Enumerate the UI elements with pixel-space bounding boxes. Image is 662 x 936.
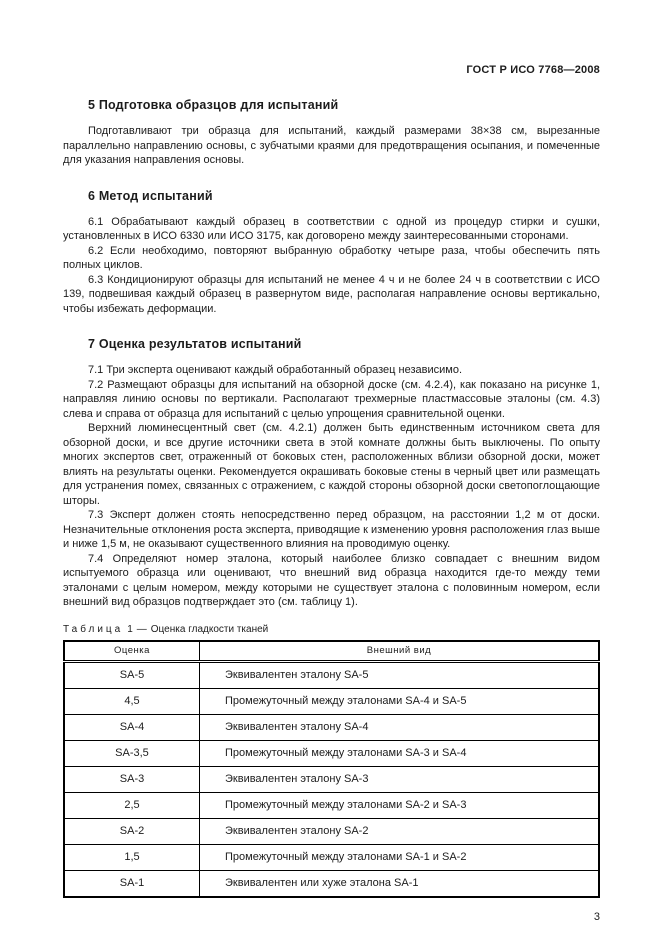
appearance-cell: Эквивалентен эталону SA-3 <box>200 766 600 792</box>
smoothness-rating-table <box>63 640 600 898</box>
column-header-rating: Оценка <box>64 641 200 662</box>
appearance-cell: Эквивалентен эталону SA-4 <box>200 714 600 740</box>
section-5-body <box>63 124 600 168</box>
section-5-heading: 5 Подготовка образцов для испытаний <box>88 98 339 112</box>
paragraph: 7.2 Размещают образцы для испытаний на обзорной доске (см. 4.2.4), как показано на рисунке 1, направляя линию основы по вертикали. Располагают трехмерные пластмассовые эталоны (см. 4.3) слева и справа от образца для испытаний с целью упрощения сравнительной оценки. <box>63 378 600 420</box>
section-6 <box>63 189 600 317</box>
paragraph: 6.2 Если необходимо, повторяют выбранную обработку четыре раза, чтобы обеспечить пять полных циклов. <box>63 244 600 271</box>
appearance-cell: Промежуточный между эталонами SA-4 и SA-5 <box>200 688 600 714</box>
section-6-body <box>63 215 600 317</box>
table-caption-word: Таблица <box>63 623 124 635</box>
section-7-body <box>63 363 600 610</box>
rating-cell: SA-2 <box>64 818 200 844</box>
section-7-heading: 7 Оценка результатов испытаний <box>88 337 302 351</box>
rating-cell: 2,5 <box>64 792 200 818</box>
appearance-cell: Промежуточный между эталонами SA-2 и SA-3 <box>200 792 600 818</box>
paragraph: Верхний люминесцентный свет (см. 4.2.1) должен быть единственным источником света для обзорной доски, и все другие источники света в этой комнате должны быть выключены. По опыту многих экспертов свет, отраженный от боковых стен, расположенных вблизи обзорной доски, может влиять на результаты оценки. Рекомендуется окрашивать боковые стены в черный цвет или размещать для устранения помех, связанных с отражением, с каждой стороны обзорной доски светопоглощающие шторы. <box>63 422 600 507</box>
table-caption-number: 1 <box>127 623 133 635</box>
table-row <box>64 844 599 870</box>
rating-cell: 4,5 <box>64 688 200 714</box>
table-row <box>64 818 599 844</box>
rating-cell: 1,5 <box>64 844 200 870</box>
table-caption <box>63 624 600 635</box>
paragraph: 7.3 Эксперт должен стоять непосредственно перед образцом, на расстоянии 1,2 м от доски. Незначительные отклонения роста эксперта, приводящие к изменению уровня расположения глаз выше и ниже 1,5 м, не оказывают существенного влияния на проводимую оценку. <box>63 509 600 550</box>
rating-cell: SA-5 <box>64 661 200 688</box>
rating-cell: SA-3,5 <box>64 740 200 766</box>
table-row <box>64 740 599 766</box>
table-row <box>64 792 599 818</box>
appearance-cell: Промежуточный между эталонами SA-1 и SA-2 <box>200 844 600 870</box>
table-row <box>64 688 599 714</box>
rating-cell: SA-1 <box>64 870 200 897</box>
table-row <box>64 766 599 792</box>
section-7 <box>63 337 600 610</box>
paragraph: 7.4 Определяют номер эталона, который наиболее близко совпадает с внешним видом испытуемого образца или оценивают, что внешний вид образца находится где-то между теми эталонами с целым номером, между которыми не существует эталона с половинным номером, если внешний вид образцов подтверждает это (см. таблицу 1). <box>63 552 600 608</box>
section-5 <box>63 98 600 168</box>
paragraph: 6.3 Кондиционируют образцы для испытаний не менее 4 ч и не более 24 ч в соответствии с ИСО 139, подвешивая каждый образец в развернутом виде, располагая направление основы вертикально, чтобы избежать деформации. <box>63 273 600 315</box>
table-header-row <box>64 641 599 662</box>
table-caption-dash: — <box>136 623 147 635</box>
running-header: ГОСТ Р ИСО 7768—2008 <box>466 64 600 76</box>
appearance-cell: Эквивалентен эталону SA-2 <box>200 818 600 844</box>
rating-cell: SA-4 <box>64 714 200 740</box>
appearance-cell: Промежуточный между эталонами SA-3 и SA-4 <box>200 740 600 766</box>
appearance-cell: Эквивалентен или хуже эталона SA-1 <box>200 870 600 897</box>
table-caption-title: Оценка гладкости тканей <box>150 623 269 635</box>
page-number: 3 <box>593 910 600 923</box>
table-row <box>64 714 599 740</box>
appearance-cell: Эквивалентен эталону SA-5 <box>200 661 600 688</box>
paragraph: 6.1 Обрабатывают каждый образец в соответствии с одной из процедур стирки и сушки, установленных в ИСО 6330 или ИСО 3175, как договорено между заинтересованными сторонами. <box>63 215 600 242</box>
paragraph: Подготавливают три образца для испытаний, каждый размерами 38×38 см, вырезанные параллельно направлению основы, с зубчатыми краями для предотвращения осыпания, и помеченные для указания направления основы. <box>63 125 600 166</box>
section-6-heading: 6 Метод испытаний <box>88 188 213 203</box>
rating-cell: SA-3 <box>64 766 200 792</box>
paragraph: 7.1 Три эксперта оценивают каждый обработанный образец независимо. <box>88 364 463 376</box>
table-row <box>64 870 599 897</box>
table-row <box>64 661 599 688</box>
column-header-appearance: Внешний вид <box>200 641 600 662</box>
